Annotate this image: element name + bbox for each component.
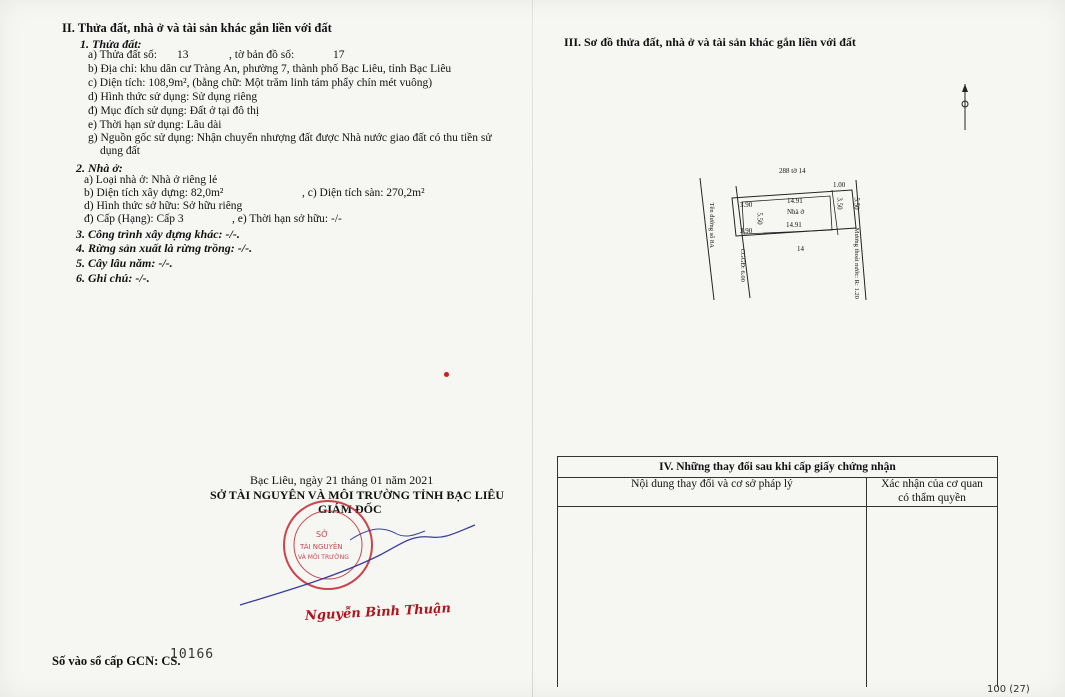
land-address: b) Địa chỉ: khu dân cư Tràng An, phường 7, thành phố Bạc Liêu, tỉnh Bạc Liêu	[88, 63, 452, 75]
dim-vertical: 5.50	[755, 212, 764, 225]
house-floor-area: , c) Diện tích sàn: 270,2m²	[302, 187, 425, 199]
house-type: a) Loại nhà ở: Nhà ở riêng lẻ	[84, 174, 218, 186]
neighbor-parcel-label: 288 tờ 14	[779, 167, 806, 175]
land-heading: 1. Thửa đất:	[80, 37, 142, 51]
dim-left-a: 3.90	[740, 201, 753, 209]
dim-left-b: 3.90	[740, 227, 753, 235]
changes-column-header: Nội dung thay đổi và cơ sở pháp lý	[558, 478, 867, 507]
gcn-number: 10166	[170, 647, 215, 662]
house-grade: đ) Cấp (Hạng): Cấp 3	[84, 213, 184, 225]
other-constructions: 3. Công trình xây dựng khác: -/-.	[76, 227, 240, 241]
dim-bottom: 14.91	[786, 221, 802, 229]
confirmation-header-line-2: có thẩm quyền	[898, 491, 966, 504]
confirmation-column-header	[867, 478, 998, 507]
issuing-authority: SỞ TÀI NGUYÊN VÀ MÔI TRƯỜNG TỈNH BẠC LIÊU	[210, 488, 505, 502]
svg-text:VÀ MÔI TRƯỜNG: VÀ MÔI TRƯỜNG	[298, 554, 349, 561]
house-building-area: b) Diện tích xây dựng: 82,0m²	[84, 187, 224, 199]
confirmation-header-line-1: Xác nhận của cơ quan	[881, 478, 983, 490]
gcn-label: Số vào sổ cấp GCN: CS.	[52, 654, 181, 668]
land-sheet-label: , tờ bản đồ số:	[229, 49, 295, 61]
svg-text:TÀI NGUYÊN: TÀI NGUYÊN	[300, 543, 343, 551]
parcel-number: 14	[797, 245, 804, 253]
house-heading: 2. Nhà ở:	[76, 161, 123, 175]
corner-note: 100 (27)	[987, 684, 1030, 695]
dim-side-2: 5.50	[852, 197, 861, 210]
notes: 6. Ghi chú: -/-.	[76, 271, 150, 285]
signer-name: Nguyễn Bình Thuận	[304, 601, 452, 624]
house-label: Nhà ở	[787, 208, 805, 216]
official-stamp-and-signature	[230, 495, 490, 615]
section-iii-heading: III. Sơ đồ thửa đất, nhà ở và tài sản khác gắn liền với đất	[564, 35, 856, 49]
perennial-trees: 5. Cây lâu năm: -/-.	[76, 256, 173, 270]
land-use-purpose: đ) Mục đích sử dụng: Đất ở tại đô thị	[88, 105, 260, 117]
changes-content-cell	[558, 507, 867, 688]
drain-label: Mương thoát nước: R: 1.20	[852, 227, 860, 299]
dim-right: 3.50	[835, 197, 844, 210]
confirmation-content-cell	[867, 507, 998, 688]
land-sheet-number: 17	[333, 49, 345, 61]
dim-side-1: 1.00	[833, 181, 846, 189]
road-width: CGGĐ: 6.00	[738, 248, 746, 282]
north-arrow-icon	[955, 82, 975, 132]
land-use-form: d) Hình thức sử dụng: Sử dụng riêng	[88, 91, 258, 103]
land-parcel-label: a) Thửa đất số:	[88, 49, 157, 61]
svg-text:SỞ: SỞ	[316, 530, 329, 539]
planted-forest: 4. Rừng sản xuất là rừng trồng: -/-.	[76, 241, 253, 255]
red-dot	[444, 372, 449, 377]
section-ii-heading: II. Thửa đất, nhà ở và tài sản khác gắn liền với đất	[62, 21, 332, 35]
house-ownership-term: , e) Thời hạn sở hữu: -/-	[232, 213, 342, 225]
page-fold	[532, 0, 533, 697]
section-iv-heading: IV. Những thay đổi sau khi cấp giấy chứng nhận	[558, 457, 998, 478]
house-ownership: d) Hình thức sở hữu: Sở hữu riêng	[84, 200, 243, 212]
land-origin-cont: dụng đất	[100, 145, 140, 157]
dim-top: 14.91	[787, 197, 803, 205]
land-parcel-number: 13	[177, 49, 189, 61]
changes-table	[557, 456, 998, 687]
issue-date: Bạc Liêu, ngày 21 tháng 01 năm 2021	[250, 473, 434, 487]
land-area: c) Diện tích: 108,9m², (bằng chữ: Một trăm linh tám phẩy chín mét vuông)	[88, 77, 433, 89]
road-label: Tên đường số 8A	[707, 202, 715, 248]
director-title: GIÁM ĐỐC	[318, 502, 382, 516]
land-origin: g) Nguồn gốc sử dụng: Nhận chuyển nhượng đất được Nhà nước giao đất có thu tiền sử	[88, 132, 492, 144]
land-use-term: e) Thời hạn sử dụng: Lâu dài	[88, 119, 222, 131]
